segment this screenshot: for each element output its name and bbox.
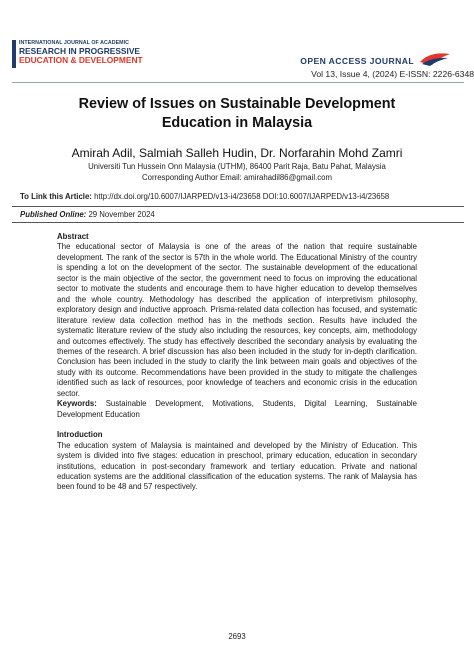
logo-line-1: INTERNATIONAL JOURNAL OF ACADEMIC: [19, 40, 130, 46]
published-divider: [12, 222, 464, 223]
logo-text: [19, 40, 143, 65]
affiliation-block: [20, 162, 454, 183]
keywords-label: Keywords:: [57, 399, 97, 409]
link-label: To Link this Article:: [20, 192, 92, 201]
paper-title: [24, 95, 450, 133]
published-label: Published Online:: [20, 210, 87, 219]
introduction-heading: Introduction: [57, 430, 103, 440]
logo-line-3: EDUCATION & DEVELOPMENT: [19, 55, 143, 65]
keywords: [57, 399, 417, 420]
link-divider: [12, 206, 464, 207]
open-access-block: [300, 56, 474, 79]
open-access-icon: [418, 49, 452, 67]
corresponding-email: Corresponding Author Email: amirahadil86@gmail.com: [142, 172, 332, 182]
abstract-heading: Abstract: [57, 232, 89, 241]
introduction-text: The education system of Malaysia is maintained and developed by the Ministry of Education. This system is divided into five stages: education in preschool, primary education, education in secondary institutions, education in post-secondary framework and tertiary education. Private and national education systems are the additional classification of the education systems. The rank of Malaysia has been found to be 48 and 57 respectively.: [57, 440, 417, 492]
published-online: [20, 210, 155, 219]
logo-line-2: RESEARCH IN PROGRESSIVE: [19, 46, 140, 56]
journal-logo: [12, 40, 143, 72]
title-line-1: Review of Issues on Sustainable Development: [78, 96, 396, 112]
abstract-text: The educational sector of Malaysia is one of the areas of the nation that require sustainable development. The rank of the sector is 57th in the whole world. The Educational Ministry of the country is spending a lot on the development of the sector. The sustainable development of the educational sector is the main objective of the sector, the government need to focus on improving the educational sector to motivate the students and encourage them to have higher education to develop themselves and the whole country. Methodology has described the application of interpretivism philosophy, exploratory design and inductive approach. Prisma-related data collection has focused, and systematic literature review data collection method has in the methods section. Results have included the systematic literature review of the study also including the resources, key concepts, aim, methodology and outcomes effectively. The study has effectively described the secondary analysis by evaluating the themes of the research. A brief discussion has also been included in the study for in-depth clarification. Conclusion has been included in the study to clarify the link between main goals and objectives of the study with its outcome. Recommendations have been provided in the study to mitigate the challenges identified such as lack of resources, poor knowledge of teachers and economic crisis in the education sector.: [57, 242, 417, 398]
affiliation: Universiti Tun Hussein Onn Malaysia (UTHM), 86400 Parit Raja, Batu Pahat, Malaysia: [88, 162, 386, 171]
doi-link[interactable]: http://dx.doi.org/10.6007/IJARPED/v13-i4/23658 DOI:10.6007/IJARPED/v13-i4/23658: [94, 192, 390, 201]
volume-issn: Vol 13, Issue 4, (2024) E-ISSN: 2226-6348: [311, 69, 474, 79]
keywords-text: Sustainable Development, Motivations, Students, Digital Learning, Sustainable Development Education: [57, 399, 417, 419]
header-divider: [12, 82, 464, 83]
logo-bar: [12, 40, 16, 68]
open-access-label: OPEN ACCESS JOURNAL: [300, 56, 414, 66]
page-number: 2693: [228, 632, 246, 641]
article-link: [20, 192, 460, 201]
authors: Amirah Adil, Salmiah Salleh Hudin, Dr. Norfarahin Mohd Zamri: [71, 146, 403, 160]
title-line-2: Education in Malaysia: [161, 115, 313, 131]
section-gap: [57, 420, 417, 430]
paper-body: [57, 232, 417, 493]
published-date: 29 November 2024: [88, 210, 155, 219]
